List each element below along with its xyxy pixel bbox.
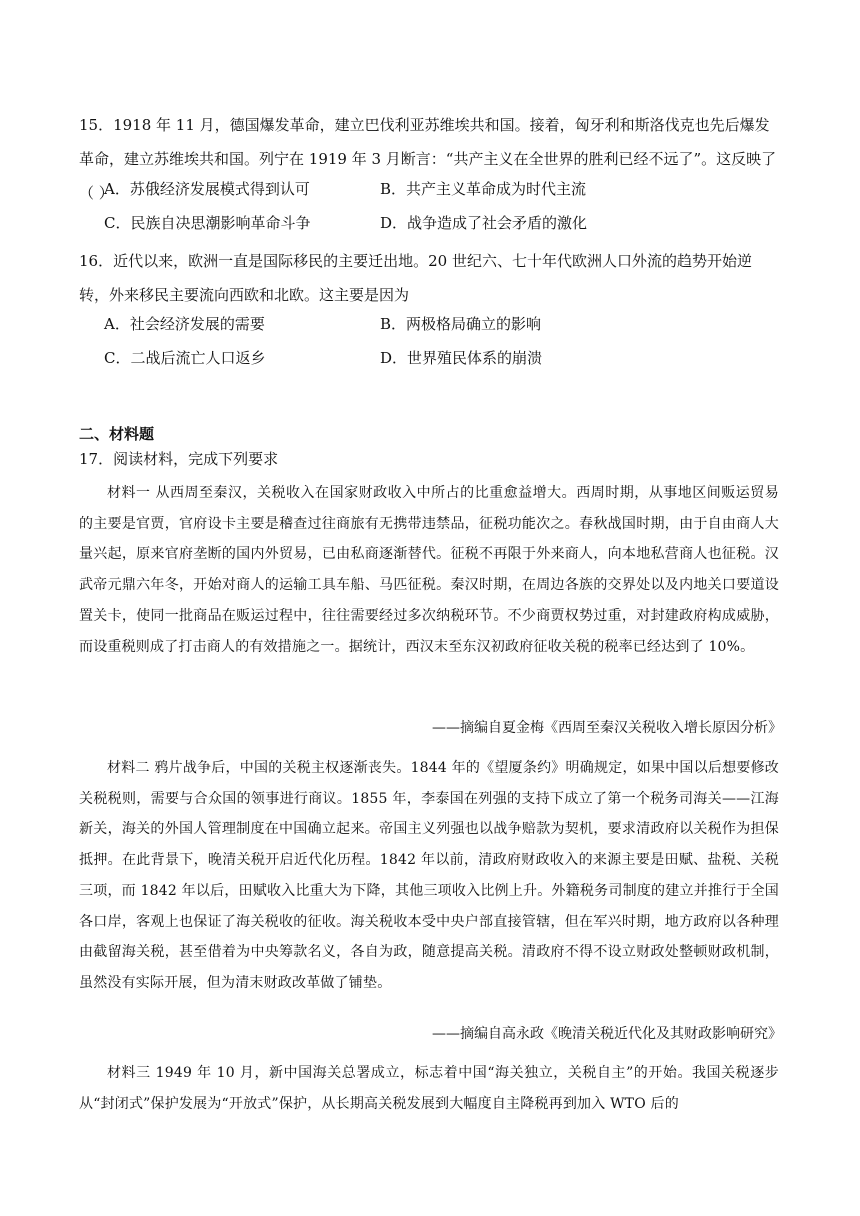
question-16-stem: 16．近代以来，欧洲一直是国际移民的主要迁出地。20 世纪六、七十年代欧洲人口外流的趋势开始逆转，外来移民主要流向西欧和北欧。这主要是因为	[79, 252, 752, 304]
question-17-stem: 17．阅读材料，完成下列要求	[79, 450, 279, 468]
question-16-option-d: D．世界殖民体系的崩溃	[380, 349, 543, 367]
question-15-option-d: D．战争造成了社会矛盾的激化	[380, 214, 588, 232]
material-2-source: ——摘编自高永政《晚清关税近代化及其财政影响研究》	[432, 1026, 782, 1042]
material-1-source: ——摘编自夏金梅《西周至秦汉关税收入增长原因分析》	[432, 720, 782, 736]
question-16-option-c: C．二战后流亡人口返乡	[104, 349, 266, 367]
question-16-option-b: B．两极格局确立的影响	[380, 315, 542, 333]
material-2: 材料二 鸦片战争后，中国的关税主权逐渐丧失。1844 年的《望厦条约》明确规定，如果中国以后想要修改关税税则，需要与合众国的领事进行商议。1855 年，李泰国在列强的支持下成立了第一个税务司海关——江海新关，海关的外国人管理制度在中国确立起来。帝国主义列强也以战争赔款为契机，要求清政府以关税作为担保抵押。在此背景下，晚清关税开启近代化历程。1842 年以前，清政府财政收入的来源主要是田赋、盐税、关税三项，而 1842 年以后，田赋收入比重大为下降，其他三项收入比例上升。外籍税务司制度的建立并推行于全国各口岸，客观上也保证了海关税收的征收。海关税收本受中央户部直接管辖，但在军兴时期，地方政府以各种理由截留海关税，甚至借着为中央筹款名义，各自为政，随意提高关税。清政府不得不设立财政处整顿财政机制，虽然没有实际开展，但为清末财政改革做了铺垫。	[79, 760, 779, 991]
material-1: 材料一 从西周至秦汉，关税收入在国家财政收入中所占的比重愈益增大。西周时期，从事地区间贩运贸易的主要是官贾，官府设卡主要是稽查过往商旅有无携带违禁品，征税功能次之。春秋战国时期，由于自由商人大量兴起，原来官府垄断的国内外贸易，已由私商逐渐替代。征税不再限于外来商人，向本地私营商人也征税。汉武帝元鼎六年冬，开始对商人的运输工具车船、马匹征税。秦汉时期，在周边各族的交界处以及内地关口要道设置关卡，使同一批商品在贩运过程中，往往需要经过多次纳税环节。不少商贾权势过重，对封建政府构成威胁，而设重税则成了打击商人的有效措施之一。据统计，西汉末至东汉初政府征收关税的税率已经达到了 10%。	[79, 485, 779, 655]
question-16-option-a: A．社会经济发展的需要	[104, 315, 265, 333]
question-15-stem: 15．1918 年 11 月，德国爆发革命，建立巴伐利亚苏维埃共和国。接着，匈牙利和斯洛伐克也先后爆发革命，建立苏维埃共和国。列宁在 1919 年 3 月断言：“共产主义在全世界的胜利已经不远了”。这反映了（ ）	[79, 116, 777, 202]
question-15-option-a: A．苏俄经济发展模式得到认可	[104, 180, 310, 198]
question-15-option-c: C．民族自决思潮影响革命斗争	[104, 214, 311, 232]
question-15-option-b: B．共产主义革命成为时代主流	[380, 180, 587, 198]
material-3: 材料三 1949 年 10 月，新中国海关总署成立，标志着中国“海关独立，关税自主”的开始。我国关税逐步从“封闭式”保护发展为“开放式”保护，从长期高关税发展到大幅度自主降税再到加入 WTO 后的	[79, 1065, 779, 1112]
section-title: 二、材料题	[79, 425, 155, 443]
